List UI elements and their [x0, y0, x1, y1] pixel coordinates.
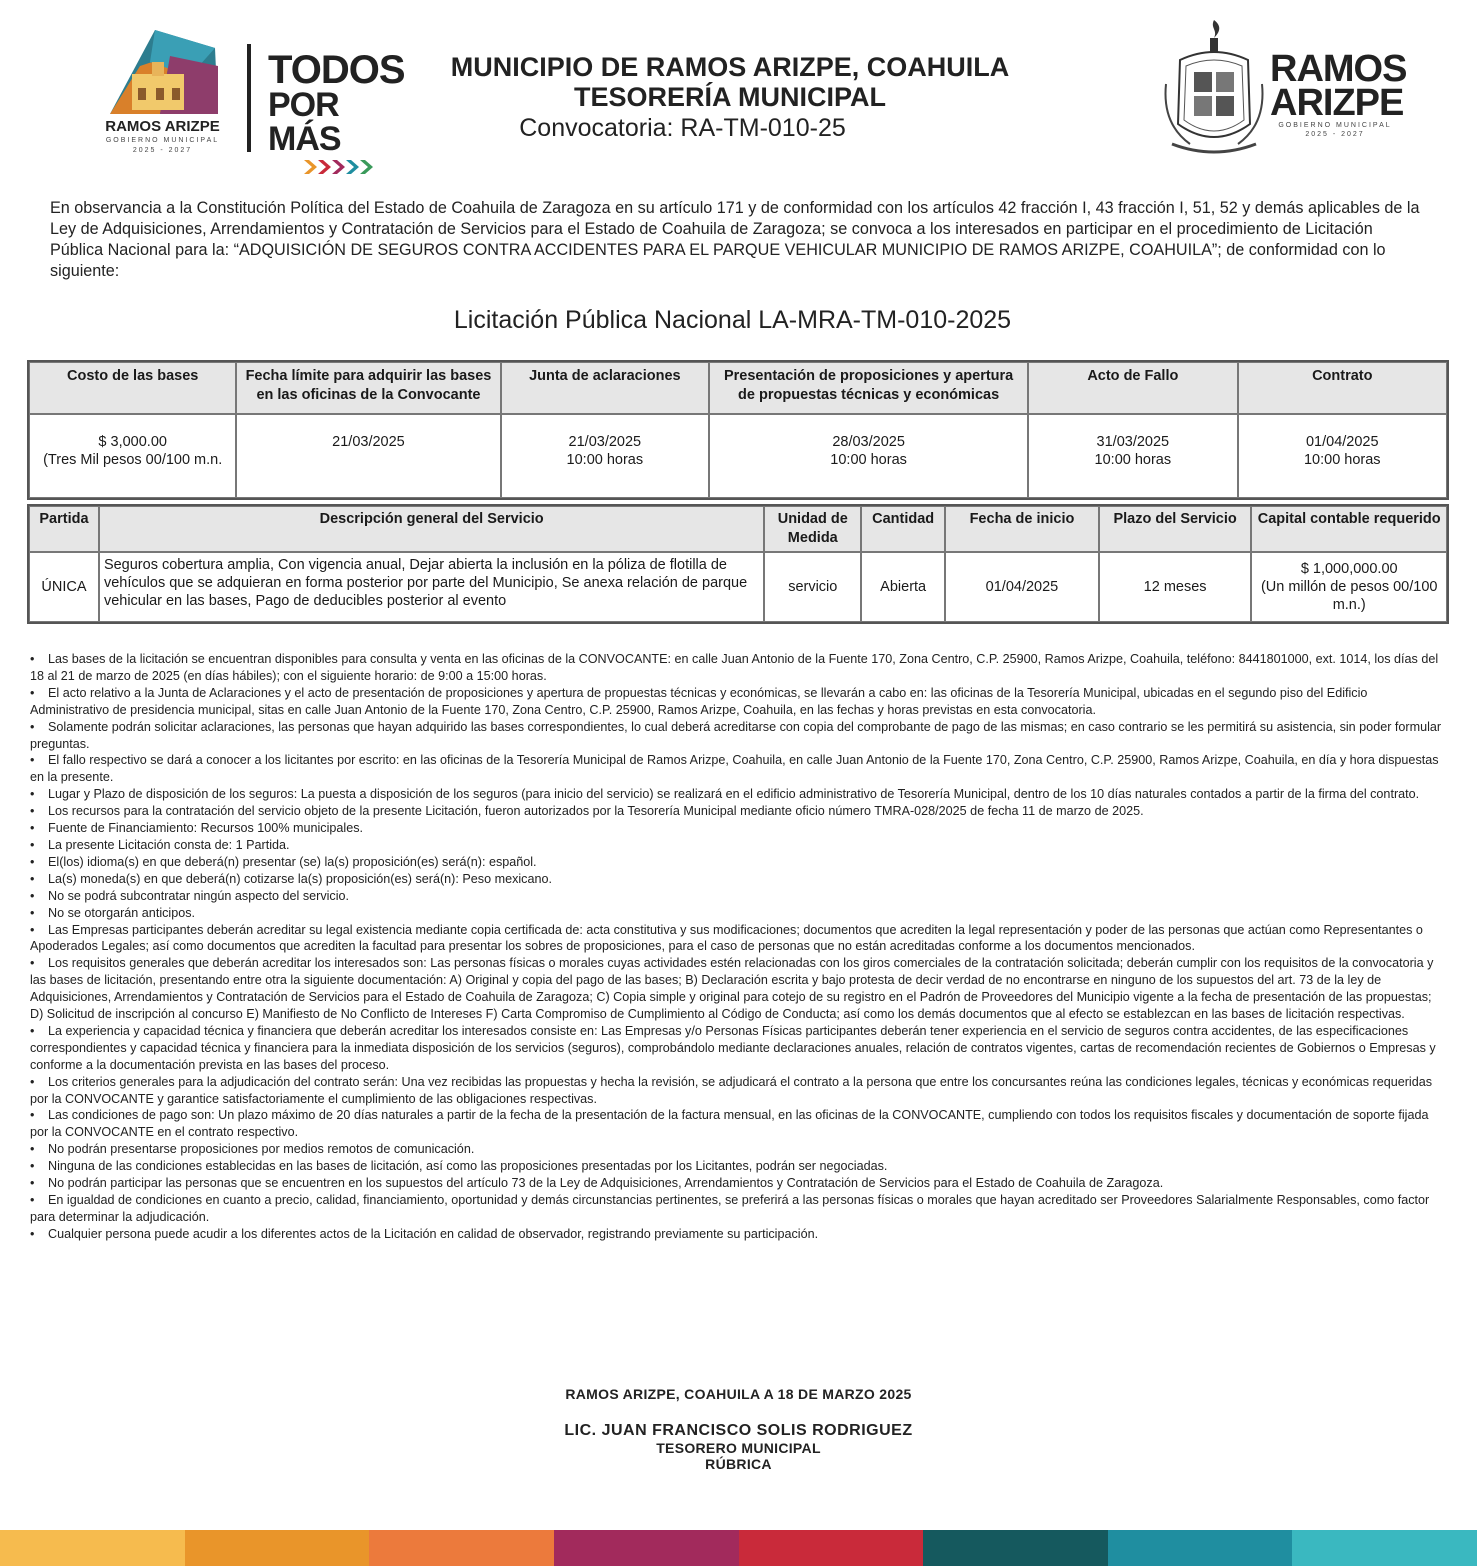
bullet-icon: •: [30, 956, 35, 971]
intro-paragraph: En observancia a la Constitución Política del Estado de Coahuila de Zaragoza en su artículo 171 y de conformidad con los artículos 42 fracción I, 43 fracción I, 51, 52 y demás aplicables de la Ley de Adquisiciones, Arrendamientos y Contratación de Servicios para el Estado de Coahuila de Zaragoza; se convoca a los interesados en participar en el procedimiento de Licitación Pública Nacional para la: “ADQUISICIÓN DE SEGUROS CONTRA ACCIDENTES PARA EL PARQUE VEHICULAR MUNICIPIO DE RAMOS ARIZPE, COAHUILA”; de conformidad con lo siguiente:: [50, 199, 1420, 280]
title-tesoreria: TESORERÍA MUNICIPAL: [573, 82, 886, 112]
document-title: [430, 52, 1030, 144]
cell-line: 28/03/2025: [832, 434, 905, 450]
list-item: [30, 803, 1448, 820]
schedule-header: Acto de Fallo: [1028, 362, 1237, 414]
service-header: Fecha de inicio: [945, 506, 1099, 552]
service-header: Partida: [29, 506, 99, 552]
schedule-header: Fecha límite para adquirir las bases en las oficinas de la Convocante: [236, 362, 500, 414]
service-cell-unidad: servicio: [764, 552, 861, 622]
schedule-cell-presentacion: [709, 414, 1028, 498]
list-item-text: La experiencia y capacidad técnica y financiera que deberán acreditar los interesados consiste en: Las Empresas y/o Personas Físicas participantes deberán tener experiencia en el servicio de seguros contra accidentes, de las especificaciones correspondientes y capacidad técnica y financiera para la inmediata disposición de los servicios (seguros), comprobándolo mediante declaraciones anuales, relación de contratos vigentes, cartas de recomendación recientes de Gobiernos o Empresas y conforme a la documentación prevista en las bases del proceso.: [30, 1023, 1436, 1072]
list-item: [30, 1107, 1448, 1141]
bullet-icon: •: [30, 1074, 35, 1089]
stripe-segment: [923, 1530, 1108, 1566]
cell-line: (Tres Mil pesos 00/100 m.n.: [43, 452, 223, 468]
stripe-segment: [739, 1530, 924, 1566]
schedule-table: [27, 360, 1449, 500]
service-table: [27, 504, 1449, 624]
list-item: [30, 922, 1448, 956]
schedule-cell-junta: [501, 414, 710, 498]
bullet-icon: •: [30, 837, 35, 852]
service-data-row: [29, 552, 1447, 622]
list-item-text: El fallo respectivo se dará a conocer a los licitantes por escrito: en las oficinas de la Tesorería Municipal de Ramos Arizpe, Coahuila, en calle Juan Antonio de la Fuente 170, Zona Centro, C.P. 25900, Ramos Arizpe, Coahuila, en día y hora dispuestas en la presente.: [30, 753, 1439, 785]
header-divider: [247, 44, 251, 152]
bullet-icon: •: [30, 787, 35, 802]
schedule-cell-costo: [29, 414, 236, 498]
list-item: [30, 786, 1448, 803]
list-item-text: Ninguna de las condiciones establecidas en las bases de licitación, así como las proposiciones presentadas por los Licitantes, podrán ser negociadas.: [48, 1159, 888, 1174]
service-cell-fecha-inicio: 01/04/2025: [945, 552, 1099, 622]
bullet-icon: •: [30, 1159, 35, 1174]
cell-line: 10:00 horas: [1303, 452, 1381, 468]
ramos-arizpe-logo-right: [1270, 48, 1410, 138]
bullet-icon: •: [30, 1023, 35, 1038]
cell-line: 10:00 horas: [830, 452, 907, 468]
service-cell-capital: [1251, 552, 1447, 622]
signer-role: TESORERO MUNICIPAL: [656, 1440, 821, 1456]
bullet-icon: •: [30, 821, 35, 836]
cell-line: $ 3,000.00: [98, 434, 167, 450]
list-item-text: Las bases de la licitación se encuentran disponibles para consulta y venta en las oficinas de la CONVOCANTE: en calle Juan Antonio de la Fuente 170, Zona Centro, C.P. 25900, Ramos Arizpe, Coahuila, teléfono: 8441801000, ext. 1014, los días del 18 al 21 de marzo de 2025 (en días hábiles); con el siguiente horario: de 9:00 a 15:00 horas.: [30, 652, 1439, 683]
color-stripe: [0, 1530, 1477, 1566]
footer-date: RAMOS ARIZPE, COAHUILA A 18 DE MARZO 2025: [565, 1386, 912, 1402]
left-logo-name: RAMOS ARIZPE: [105, 118, 220, 135]
signer-signature: RÚBRICA: [705, 1456, 772, 1472]
list-item-text: No podrán presentarse proposiciones por medios remotos de comunicación.: [48, 1142, 475, 1157]
list-item-text: Las Empresas participantes deberán acreditar su legal existencia mediante copia certificada de: acta constitutiva y sus modificaciones; documentos que acrediten la legal representación y poder de las personas que actúan como Representantes o Apoderados Legales; así como documentos que acrediten la facultad para presentar los sobres de proposiciones, para el caso de personas que no están acreditadas conforme a los documentos mencionados.: [30, 922, 1423, 954]
schedule-data-row: [29, 414, 1447, 498]
right-logo-years: 2025 - 2027: [1305, 131, 1365, 138]
service-header-row: [29, 506, 1447, 552]
list-item-text: No se otorgarán anticipos.: [48, 905, 196, 920]
bullet-icon: •: [30, 922, 35, 937]
bullet-icon: •: [30, 854, 35, 869]
bullet-icon: •: [30, 1193, 35, 1207]
list-item: [30, 871, 1448, 888]
left-logo-years: 2025 - 2027: [132, 147, 193, 154]
list-item: [30, 1023, 1448, 1074]
list-item: [30, 905, 1448, 922]
cell-line: $ 1,000,000.00: [1300, 561, 1398, 577]
list-item-text: El acto relativo a la Junta de Aclaraciones y el acto de presentación de proposiciones y apertura de propuestas técnicas y económicas, se llevarán a cabo en: las oficinas de la Tesorería Municipal, ubicadas en el segundo piso del Edificio Administrativo de presidencia municipal, sitas en calle Juan Antonio de la Fuente 170, Zona Centro, C.P. 25900, Ramos Arizpe, Coahuila, en las fechas y horas previstas en esta convocatoria.: [30, 685, 1368, 717]
cell-line: 21/03/2025: [332, 434, 405, 450]
service-header: Cantidad: [861, 506, 945, 552]
bullet-icon: •: [30, 905, 35, 920]
list-item-text: Los criterios generales para la adjudicación del contrato serán: Una vez recibidas las propuestas y hecha la revisión, se adjudicará el contrato a la persona que entre los concursantes reúna las condiciones legales, técnicas y económicas requeridas por la CONVOCANTE y garantice satisfactoriamente el cumplimiento de las obligaciones respectivas.: [30, 1074, 1433, 1106]
bullet-icon: •: [30, 652, 35, 666]
list-item: [30, 820, 1448, 837]
list-item: [30, 854, 1448, 871]
schedule-cell-contrato: [1238, 414, 1447, 498]
title-municipio: MUNICIPIO DE RAMOS ARIZPE, COAHUILA: [450, 52, 1010, 82]
right-logo-line2: ARIZPE: [1270, 82, 1404, 124]
schedule-header: Contrato: [1238, 362, 1447, 414]
bullet-icon: •: [30, 888, 35, 903]
town-emblem-icon: [100, 26, 225, 121]
bullet-icon: •: [30, 685, 35, 700]
slogan-line2: POR MÁS: [268, 86, 341, 158]
list-item: [30, 1141, 1448, 1158]
list-item: [30, 837, 1448, 854]
list-item-text: Los recursos para la contratación del servicio objeto de la presente Licitación, fueron autorizados por la Tesorería Municipal mediante oficio número TMRA-028/2025 de fecha 11 de marzo de 2025.: [48, 804, 1144, 819]
list-item-text: Solamente podrán solicitar aclaraciones, las personas que hayan adquirido las bases correspondientes, lo cual deberá acreditarse con copia del comprobante de pago de las mismas; en caso contrario se les permitirá su asistencia, sin poder formular preguntas.: [30, 719, 1442, 751]
bullet-icon: •: [30, 871, 35, 886]
service-cell-plazo: 12 meses: [1099, 552, 1252, 622]
cell-line: 01/04/2025: [1305, 434, 1379, 450]
cell-line: 10:00 horas: [566, 452, 644, 468]
list-item-text: Las condiciones de pago son: Un plazo máximo de 20 días naturales a partir de la fecha de la presentación de la factura mensual, en las oficinas de la CONVOCANTE, cumpliendo con todos los requisitos fiscales y documentación de soporte fijada por la CONVOCANTE en el contrato respectivo.: [30, 1108, 1429, 1140]
list-item: [30, 1175, 1448, 1192]
list-item: [30, 1074, 1448, 1108]
list-item-text: No podrán participar las personas que se encuentren en los supuestos del artículo 73 de la Ley de Adquisiciones, Arrendamientos y Contratación de Servicios para el Estado de Coahuila de Zaragoza.: [48, 1176, 1164, 1191]
conditions-list: [30, 651, 1448, 1243]
slogan-line1: TODOS: [268, 48, 405, 92]
stripe-segment: [1292, 1530, 1477, 1566]
list-item-text: Cualquier persona puede acudir a los diferentes actos de la Licitación en calidad de observador, registrando previamente su participación.: [48, 1226, 819, 1241]
cell-line: 31/03/2025: [1096, 434, 1170, 450]
cell-line: (Un millón de pesos 00/100 m.n.): [1260, 579, 1438, 613]
stripe-segment: [369, 1530, 554, 1566]
bullet-icon: •: [30, 1142, 35, 1157]
list-item-text: La presente Licitación consta de: 1 Partida.: [48, 837, 290, 852]
service-cell-descripcion: Seguros cobertura amplia, Con vigencia anual, Dejar abierta la inclusión en la póliza de flotilla de vehículos que se adquieran en forma posterior por parte del Municipio, Se anexa relación de parque vehicular en las bases, Pago de deducibles posterior al evento: [99, 552, 764, 622]
bullet-icon: •: [30, 753, 35, 768]
list-item-text: En igualdad de condiciones en cuanto a precio, calidad, financiamiento, oportunidad y demás circunstancias pertinentes, se preferirá a las personas físicas o morales que hayan acreditado ser Proveedores Salarialmente Responsables, como factor para determinar la adjudicación.: [30, 1193, 1430, 1224]
list-item: [30, 888, 1448, 905]
header: [0, 0, 1477, 170]
list-item-text: La(s) moneda(s) en que deberá(n) cotizarse la(s) proposición(es) será(n): Peso mexicano.: [48, 871, 552, 886]
schedule-header-row: [29, 362, 1447, 414]
bullet-icon: •: [30, 804, 35, 819]
bullet-icon: •: [30, 1176, 35, 1191]
stripe-segment: [0, 1530, 185, 1566]
list-item-text: Fuente de Financiamiento: Recursos 100% municipales.: [48, 821, 364, 836]
bullet-icon: •: [30, 1108, 35, 1123]
bullet-icon: •: [30, 719, 35, 734]
list-item: [30, 685, 1448, 719]
list-item-text: Lugar y Plazo de disposición de los seguros: La puesta a disposición de los seguros (para inicio del servicio) se realizará en el edificio administrativo de Tesorería Municipal, dentro de los 10 días naturales contados a partir de la firma del contrato.: [48, 787, 1420, 802]
stripe-segment: [185, 1530, 370, 1566]
cell-line: 10:00 horas: [1094, 452, 1172, 468]
schedule-cell-fallo: [1028, 414, 1237, 498]
service-header: Descripción general del Servicio: [99, 506, 764, 552]
list-item: [30, 1226, 1448, 1243]
list-item: [30, 955, 1448, 1023]
licitacion-title: Licitación Pública Nacional LA-MRA-TM-010-2025: [453, 306, 1012, 334]
title-convocatoria: Convocatoria: RA-TM-010-25: [519, 114, 846, 142]
list-item: [30, 1158, 1448, 1175]
schedule-header: Junta de aclaraciones: [501, 362, 710, 414]
service-cell-cantidad: Abierta: [861, 552, 945, 622]
signer-name: LIC. JUAN FRANCISCO SOLIS RODRIGUEZ: [564, 1422, 913, 1439]
schedule-cell-fecha-limite: [236, 414, 500, 498]
list-item-text: El(los) idioma(s) en que deberá(n) presentar (se) la(s) proposición(es) será(n): español.: [48, 854, 537, 869]
right-logo-sub: GOBIERNO MUNICIPAL: [1278, 122, 1392, 129]
stripe-segment: [554, 1530, 739, 1566]
list-item: [30, 651, 1448, 685]
schedule-header: Presentación de proposiciones y apertura de propuestas técnicas y económicas: [709, 362, 1028, 414]
list-item: [30, 752, 1448, 786]
stripe-segment: [1108, 1530, 1293, 1566]
chevrons-icon: [304, 160, 374, 174]
bullet-icon: •: [30, 1226, 35, 1241]
list-item-text: Los requisitos generales que deberán acreditar los interesados son: Las personas físicas o morales cuyas actividades estén relacionadas con los giros comerciales de la contratación solicitada; deberán cumplir con los requisitos de la convocatoria y las bases de licitación, presentando entre otra la siguiente documentación: A) Original y copia del pago de las bases; B) Declaración escrita y bajo protesta de decir verdad de no encontrarse en ninguno de los supuestos del art. 73 de la ley de Adquisiciones, Arrendamientos y Contratación de Servicios para el Estado de Coahuila de Zaragoza; C) Copia simple y original para cotejo de su registro en el Padrón de Proveedores del Municipio vigente a la fecha de presentación de las propuestas; D) Solicitud de inscripción al concurso E) Manifiesto de No Conflicto de Intereses F) Carta Compromiso de Cumplimiento al Código de Conducta; así como los demás documentos que al efecto se establezcan en las bases de licitación respectivas.: [30, 956, 1434, 1022]
right-logo-line1: RAMOS: [1270, 48, 1407, 90]
list-item: [30, 1192, 1448, 1226]
cell-line: 21/03/2025: [568, 434, 642, 450]
service-cell-partida: ÚNICA: [29, 552, 99, 622]
left-logo-sub: GOBIERNO MUNICIPAL: [105, 137, 220, 144]
service-header: Capital contable requerido: [1251, 506, 1447, 552]
ramos-arizpe-logo-left: [100, 26, 225, 160]
service-header: Plazo del Servicio: [1099, 506, 1252, 552]
list-item-text: No se podrá subcontratar ningún aspecto del servicio.: [48, 888, 350, 903]
list-item: [30, 719, 1448, 753]
municipal-seal-icon: [1160, 14, 1268, 164]
schedule-header: Costo de las bases: [29, 362, 236, 414]
service-header: Unidad de Medida: [764, 506, 861, 552]
signature-block: [0, 1386, 1477, 1472]
